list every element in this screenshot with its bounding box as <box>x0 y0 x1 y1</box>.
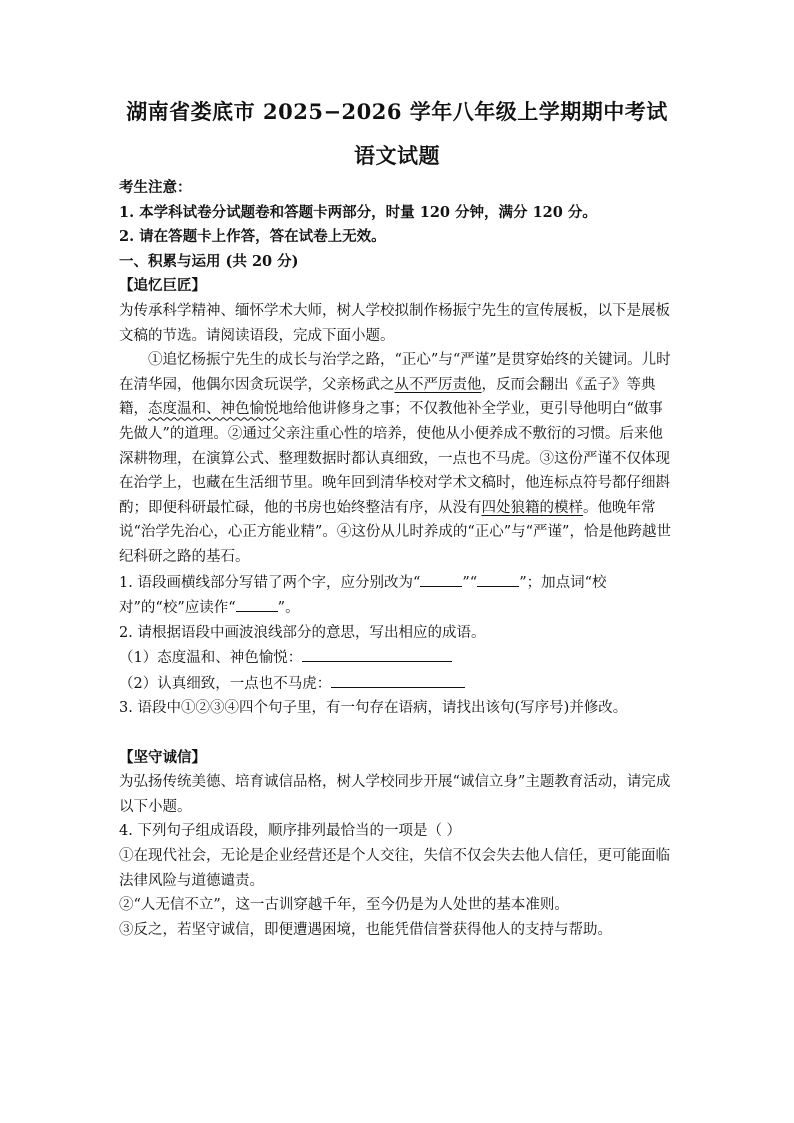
exam-content <box>119 176 674 942</box>
underlined-phrase-2: 四处狼籍的模样 <box>481 499 583 516</box>
spacer <box>119 721 674 746</box>
answer-blank[interactable] <box>302 645 452 662</box>
question-text: （2）认真细致，一点也不马虎： <box>119 675 332 692</box>
question-4: 4. 下列句子组成语段，顺序排列最恰当的一项是（ ） <box>119 823 462 840</box>
question-text: 1. 语段画横线部分写错了两个字，应分别改为“ <box>119 574 421 591</box>
notice-heading: 考生注意： <box>119 179 192 196</box>
answer-blank[interactable] <box>236 595 278 612</box>
answer-blank[interactable] <box>420 570 462 587</box>
question-text: （1）态度温和、神色愉悦： <box>119 650 303 667</box>
wavy-phrase-2: 认真细致，一点也不马虎 <box>365 450 525 467</box>
sentence-2: ②“人无信不立”，这一古训穿越千年，至今仍是为人处世的基本准则。 <box>119 897 569 914</box>
question-text: ”“ <box>462 574 478 591</box>
question-3: 3. 语段中①②③④四个句子里，有一句存在语病，请找出该句(写序号)并修改。 <box>119 700 628 717</box>
passage-text: ，反而会翻出《孟子》等典籍， <box>119 376 656 418</box>
wavy-phrase-1: 态度温和、神色愉悦 <box>148 401 279 418</box>
notice-item-1: 1. 本学科试卷分试题卷和答题卡两部分，时量 120 分钟，满分 120 分。 <box>119 203 597 221</box>
subsection-heading-1: 【追忆巨匠】 <box>119 277 206 295</box>
sentence-1: ①在现代社会，无论是企业经营还是个人交往，失信不仅会失去他人信任，更可能面临法律风险与道德谴责。 <box>119 848 670 889</box>
answer-blank[interactable] <box>331 671 465 688</box>
subsection-heading-2: 【坚守诚信】 <box>119 748 206 766</box>
section-heading: 一、积累与运用 (共 20 分) <box>119 252 299 270</box>
question-2-part-2 <box>119 671 674 697</box>
passage-text: ①追忆杨振宁先生的成长与治学之路，“正心”与“严谨”是贯穿始终的关键词。儿时在清华园，他偶尔因贪玩误学，父亲杨武之 <box>119 352 671 393</box>
subsection-intro-1: 为传承科学精神、缅怀学术大师，树人学校拟制作杨振宁先生的宣传展板，以下是展板文稿的节选。请阅读语段，完成下面小题。 <box>119 302 670 344</box>
passage-text: 。他晚年常说“治学先治心，心正方能业精”。④这份从儿时养成的“正心”与“严谨”，恰是他跨越世纪科研之路的基石。 <box>119 499 671 565</box>
passage-text: 地给他讲修身之事；不仅教他补全学业，更引导他明白“做事先做人”的道理。②通过父亲注重心性的培养，使他从小便养成不敷衍的习惯。后来他深耕物理，在演算公式、整理数据时都 <box>119 401 663 467</box>
reading-passage <box>119 348 674 569</box>
notice-item-2: 2. 请在答题卡上作答，答在试卷上无效。 <box>119 228 386 246</box>
question-1 <box>119 570 674 621</box>
question-text: ”。 <box>277 600 300 617</box>
question-2-part-1 <box>119 645 674 671</box>
question-text: ”；加点词“校对”的“校”应读作“ <box>119 574 607 617</box>
answer-blank[interactable] <box>477 570 519 587</box>
underlined-phrase-1: 从不严厉责他 <box>394 376 482 393</box>
sentence-3: ③反之，若坚守诚信，即便遭遇困境，也能凭借信誉获得他人的支持与帮助。 <box>119 921 612 938</box>
subsection-intro-2: 为弘扬传统美德、培育诚信品格，树人学校同步开展“诚信立身”主题教育活动，请完成以下小题。 <box>119 774 671 815</box>
question-2: 2. 请根据语段中画波浪线部分的意思，写出相应的成语。 <box>119 624 486 641</box>
passage-text: 。③这份严谨不仅体现在治学上，也藏在生活细节里。晚年回到清华校对学术文稿时，他连标点符号都仔细斟酌；即便科研最忙碌，他的书房也始终整洁有序，从没有 <box>119 450 670 516</box>
exam-title: 湖南省娄底市 2025−2026 学年八年级上学期期中考试 <box>126 99 668 124</box>
exam-subtitle: 语文试题 <box>354 143 440 168</box>
